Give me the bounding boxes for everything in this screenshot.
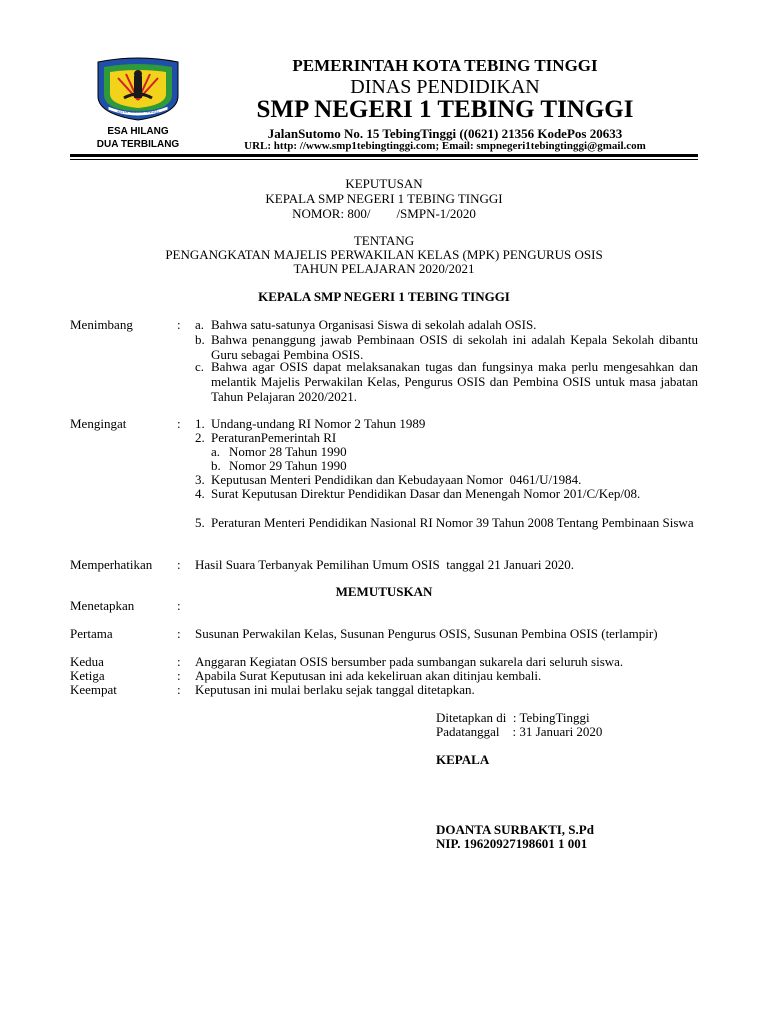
memperhatikan-colon: :: [177, 557, 181, 572]
mengingat-sub-num-b: b.: [211, 458, 221, 473]
mengingat-text-5: Peraturan Menteri Pendidikan Nasional RI Nomor 39 Tahun 2008 Tentang Pembinaan Siswa: [211, 515, 694, 530]
menimbang-colon: :: [177, 317, 181, 332]
mengingat-label: Mengingat: [70, 416, 127, 431]
keempat-colon: :: [177, 682, 181, 697]
signature-date: Padatanggal : 31 Januari 2020: [436, 724, 603, 739]
header-department: DINAS PENDIDIKAN: [350, 76, 540, 98]
logo-ribbon-text: KOTA TEBING TINGGI: [117, 109, 159, 114]
doc-subject-2: TAHUN PELAJARAN 2020/2021: [293, 261, 475, 276]
menimbang-num-b: b.: [195, 332, 205, 347]
header-school-name: SMP NEGERI 1 TEBING TINGGI: [256, 96, 634, 123]
menimbang-text-a: Bahwa satu-satunya Organisasi Siswa di sekolah adalah OSIS.: [211, 317, 537, 332]
header-address: JalanSutomo No. 15 TebingTinggi ((0621) 21356 KodePos 20633: [267, 126, 623, 141]
pertama-colon: :: [177, 626, 181, 641]
memperhatikan-text: Hasil Suara Terbanyak Pemilihan Umum OSIS tanggal 21 Januari 2020.: [195, 557, 575, 572]
mengingat-text-4: Surat Keputusan Direktur Pendidikan Dasar dan Menengah Nomor 201/C/Kep/08.: [211, 486, 641, 501]
mengingat-num-3: 3.: [195, 472, 205, 487]
ketiga-label: Ketiga: [70, 668, 105, 683]
kedua-label: Kedua: [70, 654, 104, 669]
menetapkan-colon: :: [177, 598, 181, 613]
mengingat-num-2: 2.: [195, 430, 205, 445]
pertama-label: Pertama: [70, 626, 113, 641]
mengingat-text-2: PeraturanPemerintah RI: [211, 430, 337, 445]
menimbang-label: Menimbang: [70, 317, 133, 332]
signature-place: Ditetapkan di : TebingTinggi: [436, 710, 590, 725]
mengingat-colon: :: [177, 416, 181, 431]
mengingat-text-1: Undang-undang RI Nomor 2 Tahun 1989: [211, 416, 426, 431]
memutuskan-heading: MEMUTUSKAN: [335, 584, 433, 599]
doc-type: KEPUTUSAN: [345, 176, 423, 191]
mengingat-num-1: 1.: [195, 416, 205, 431]
header-government: PEMERINTAH KOTA TEBING TINGGI: [292, 56, 598, 75]
keempat-text: Keputusan ini mulai berlaku sejak tanggal ditetapkan.: [195, 682, 475, 697]
signature-role: KEPALA: [436, 752, 490, 767]
kedua-text: Anggaran Kegiatan OSIS bersumber pada sumbangan sukarela dari seluruh siswa.: [195, 654, 624, 669]
header-contact: URL: http: //www.smp1tebingtinggi.com; Email: smpnegeri1tebingtinggi@gmail.com: [244, 140, 646, 152]
signature-nip: NIP. 19620927198601 1 001: [436, 836, 588, 851]
menimbang-text-c: Bahwa agar OSIS dapat melaksanakan tugas dan fungsinya maka perlu mengesahkan dan melantik Majelis Perwakilan Kelas, Pengurus OSIS dan Pembina OSIS untuk masa jabatan Tahun Pelajaran 2020/2021.: [211, 359, 698, 404]
doc-heading: KEPALA SMP NEGERI 1 TEBING TINGGI: [258, 289, 510, 304]
header-rule-thin: [70, 159, 698, 160]
pertama-text: Susunan Perwakilan Kelas, Susunan Pengurus OSIS, Susunan Pembina OSIS (terlampir): [195, 626, 658, 641]
doc-about: TENTANG: [353, 233, 415, 248]
doc-number: NOMOR: 800/ /SMPN-1/2020: [292, 206, 476, 221]
menimbang-num-c: c.: [195, 359, 205, 374]
signature-name: DOANTA SURBAKTI, S.Pd: [436, 822, 594, 837]
keempat-label: Keempat: [70, 682, 117, 697]
doc-issuer: KEPALA SMP NEGERI 1 TEBING TINGGI: [265, 191, 503, 206]
menetapkan-label: Menetapkan: [70, 598, 135, 613]
ketiga-colon: :: [177, 668, 181, 683]
mengingat-num-5: 5.: [195, 515, 205, 530]
menimbang-text-b: Bahwa penanggung jawab Pembinaan OSIS di sekolah ini adalah Kepala Sekolah dibantu Guru sebagai Pembina OSIS.: [211, 332, 698, 362]
mengingat-text-3: Keputusan Menteri Pendidikan dan Kebudayaan Nomor 0461/U/1984.: [211, 472, 582, 487]
motto-line-1: ESA HILANG: [107, 126, 169, 137]
city-emblem-logo: [94, 56, 182, 122]
ketiga-text: Apabila Surat Keputusan ini ada kekeliruan akan ditinjau kembali.: [195, 668, 542, 683]
mengingat-sub-text-a: Nomor 28 Tahun 1990: [229, 444, 347, 459]
memperhatikan-label: Memperhatikan: [70, 557, 153, 572]
kedua-colon: :: [177, 654, 181, 669]
mengingat-sub-text-b: Nomor 29 Tahun 1990: [229, 458, 347, 473]
mengingat-sub-num-a: a.: [211, 444, 221, 459]
mengingat-num-4: 4.: [195, 486, 205, 501]
motto-line-2: DUA TERBILANG: [96, 139, 180, 150]
menimbang-num-a: a.: [195, 317, 205, 332]
doc-subject-1: PENGANGKATAN MAJELIS PERWAKILAN KELAS (MPK) PENGURUS OSIS: [165, 247, 603, 262]
header-rule-thick: [70, 154, 698, 157]
